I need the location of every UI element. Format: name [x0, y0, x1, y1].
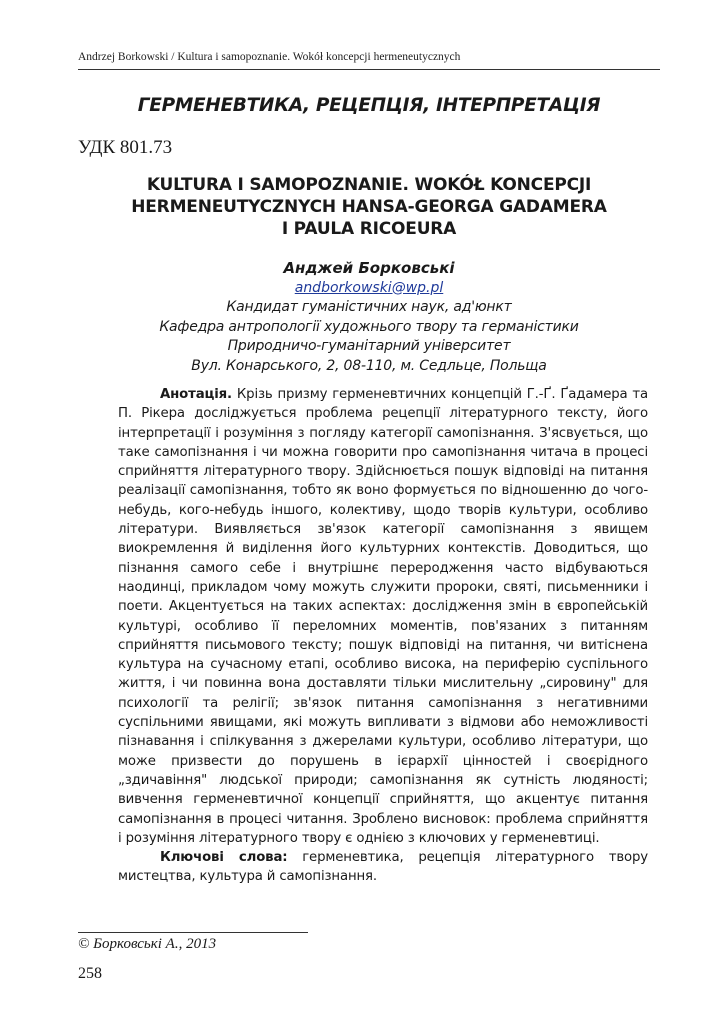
author-block: [78, 259, 660, 376]
abstract-paragraph: [118, 385, 648, 848]
keywords-text: герменевтика, рецепція літературного твору мистецтва, культура й самопізнання.: [118, 850, 648, 885]
article-title-line: I PAULA RICOEURA: [281, 219, 457, 239]
author-address: Вул. Конарського, 2, 08-110, м. Седльце, Польща: [191, 357, 547, 374]
keywords-paragraph: [118, 848, 648, 887]
author-email-link[interactable]: andborkowski@wp.pl: [294, 279, 444, 296]
article-title: [78, 174, 660, 240]
article-title-line: HERMENEUTYCZNYCH HANSA-GEORGA GADAMERA: [131, 197, 607, 217]
author-name: Анджей Борковські: [283, 259, 455, 277]
footnote-divider: [78, 932, 308, 933]
author-university: Природничо-гуманітарний університет: [227, 338, 511, 354]
section-title: ГЕРМЕНЕВТИКА, РЕЦЕПЦІЯ, ІНТЕРПРЕТАЦІЯ: [137, 95, 601, 116]
keywords-label: Ключові слова:: [160, 850, 288, 866]
abstract-label: Анотація.: [160, 387, 232, 402]
udc-code: УДК 801.73: [78, 137, 173, 158]
author-degree: Кандидат гуманістичних наук, ад'юнкт: [226, 299, 512, 315]
page-number: 258: [78, 965, 102, 982]
running-header: Andrzej Borkowski / Kultura i samopoznanie. Wokół koncepcji hermeneutycznych: [78, 51, 660, 70]
copyright-note: © Борковські А., 2013: [78, 936, 217, 952]
author-department: Кафедра антропології художнього твору та германістики: [159, 318, 579, 335]
abstract-section: [118, 385, 648, 887]
article-title-line: KULTURA I SAMOPOZNANIE. WOKÓŁ KONCEPCJI: [146, 175, 592, 195]
abstract-text: Крізь призму герменевтичних концепцій Г.-Ґ. Ґадамера та П. Рікера досліджується проблема рецепції літературного тексту, його інтерпретації і розуміння з погляду категорії самопізнання. З'ясвується, що таке самопізнання і чи можна говорити про самопізнання читача в процесі сприйняття літературного твору. Здійснюється пошук відповіді на питання реалізації самопізнання, тобто як воно формується по відношенню до чого-небудь, кого-небудь іншого, колективу, щодо творів культури, особливо літератури. Виявляється зв'язок категорії самопізнання з явищем виокремлення й виділення його культурних контекстів. Доводиться, що пізнання самого себе і внутрішнє переродження часто відбуваються наодинці, прикладом чому можуть служити пророки, святі, письменники і поети. Акцентується на таких аспектах: дослідження змін в європейській культурі, особливо її переломних моментів, пов'язаних з питанням сприйняття письмового тексту; пошук відповіді на питання, чи витіснена культура на сучасному етапі, особливо висока, на периферію суспільного життя, і чи повинна вона доставляти тільки мислительну „сировину" для психології та релігії; зв'язок питання самопізнання з негативними суспільними явищами, які можуть випливати з відмови або неможливості пізнавання і спілкування з джерелами культури, особливо літератури, що може призвести до порушень в ієрархії цінностей і своєрідного „здичавіння" людської природи; самопізнання як сутність людяності; вивчення герменевтичної концепції сприйняття, що акцентує питання самопізнання в процесі читання. Зроблено висновок: проблема сприйняття і розуміння літературного твору є однією з ключових у герменевтиці.: [118, 387, 648, 846]
